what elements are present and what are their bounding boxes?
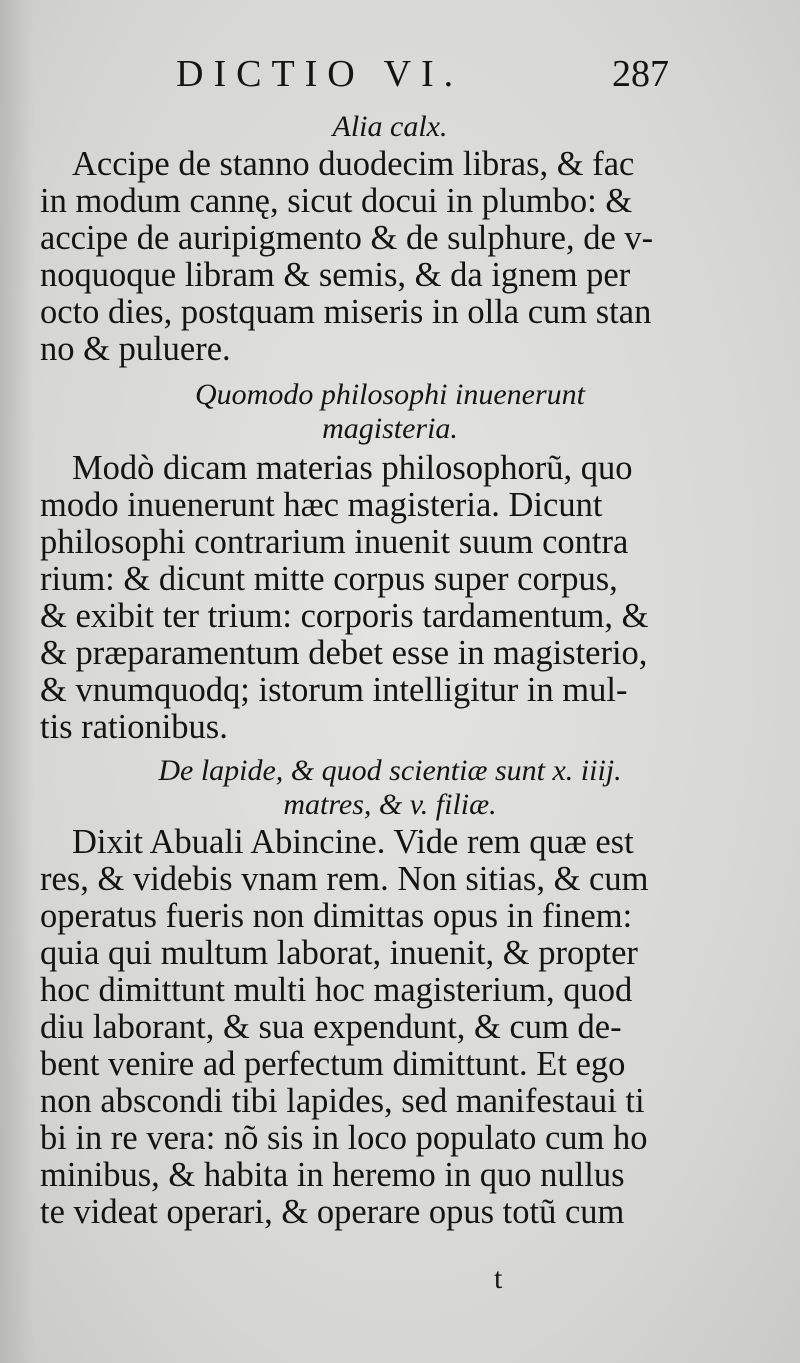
text-line: & præparamentum debet esse in magisterio, [40,634,648,672]
heading-line: Alia calx. [332,110,448,143]
text-line: tis rationibus. [40,708,228,746]
text-line: Modò dicam materias philosophorũ, quo [72,449,633,487]
text-line: diu laborant, & sua expendunt, & cum de- [40,1008,622,1046]
text-line: accipe de auripigmento & de sulphure, de v- [40,219,654,257]
page-number: 287 [612,53,669,95]
heading-line: matres, & v. filiæ. [283,788,497,821]
text-block [40,108,730,1231]
signature-mark: t [494,1262,503,1295]
text-line: minibus, & habita in heremo in quo nullus [40,1156,625,1194]
paragraph [40,450,730,746]
text-line: no & puluere. [40,330,231,368]
page-header [0,52,800,102]
text-line: Dixit Abuali Abincine. Vide rem quæ est [72,823,634,861]
section-heading [40,378,730,446]
text-line: quia qui multum laborat, inuenit, & propter [40,934,638,972]
gutter-shadow [0,0,34,1363]
text-line: hoc dimittunt multi hoc magisterium, quod [40,971,633,1009]
text-line: non abscondi tibi lapides, sed manifestaui ti [40,1082,645,1120]
paragraph [40,824,730,1231]
text-line: rium: & dicunt mitte corpus super corpus, [40,560,618,598]
text-line: bent venire ad perfectum dimittunt. Et ego [40,1045,626,1083]
text-line: te videat operari, & operare opus totũ cum [40,1193,625,1231]
running-head: DICTIO VI. [176,53,464,95]
text-line: operatus fueris non dimittas opus in finem: [40,897,633,935]
paragraph [40,146,730,368]
section-heading [40,754,730,822]
text-line: res, & videbis vnam rem. Non sitias, & cum [40,860,649,898]
text-line: in modum cannę, sicut docui in plumbo: & [40,182,633,220]
text-line: noquoque libram & semis, & da ignem per [40,256,631,294]
heading-line: Quomodo philosophi inuenerunt [195,378,585,411]
text-line: modo inuenerunt hæc magisteria. Dicunt [40,486,603,524]
text-line: philosophi contrarium inuenit suum contra [40,523,629,561]
heading-line: magisteria. [322,412,458,445]
text-line: & vnumquodq; istorum intelligitur in mul- [40,671,628,709]
text-line: & exibit ter trium: corporis tardamentum, & [40,597,649,635]
section-heading [40,110,730,144]
text-line: octo dies, postquam miseris in olla cum stan [40,293,652,331]
heading-line: De lapide, & quod scientiæ sunt x. iiij. [158,754,622,787]
text-line: bi in re vera: nõ sis in loco populato cum ho [40,1119,648,1157]
text-line: Accipe de stanno duodecim libras, & fac [72,145,635,183]
